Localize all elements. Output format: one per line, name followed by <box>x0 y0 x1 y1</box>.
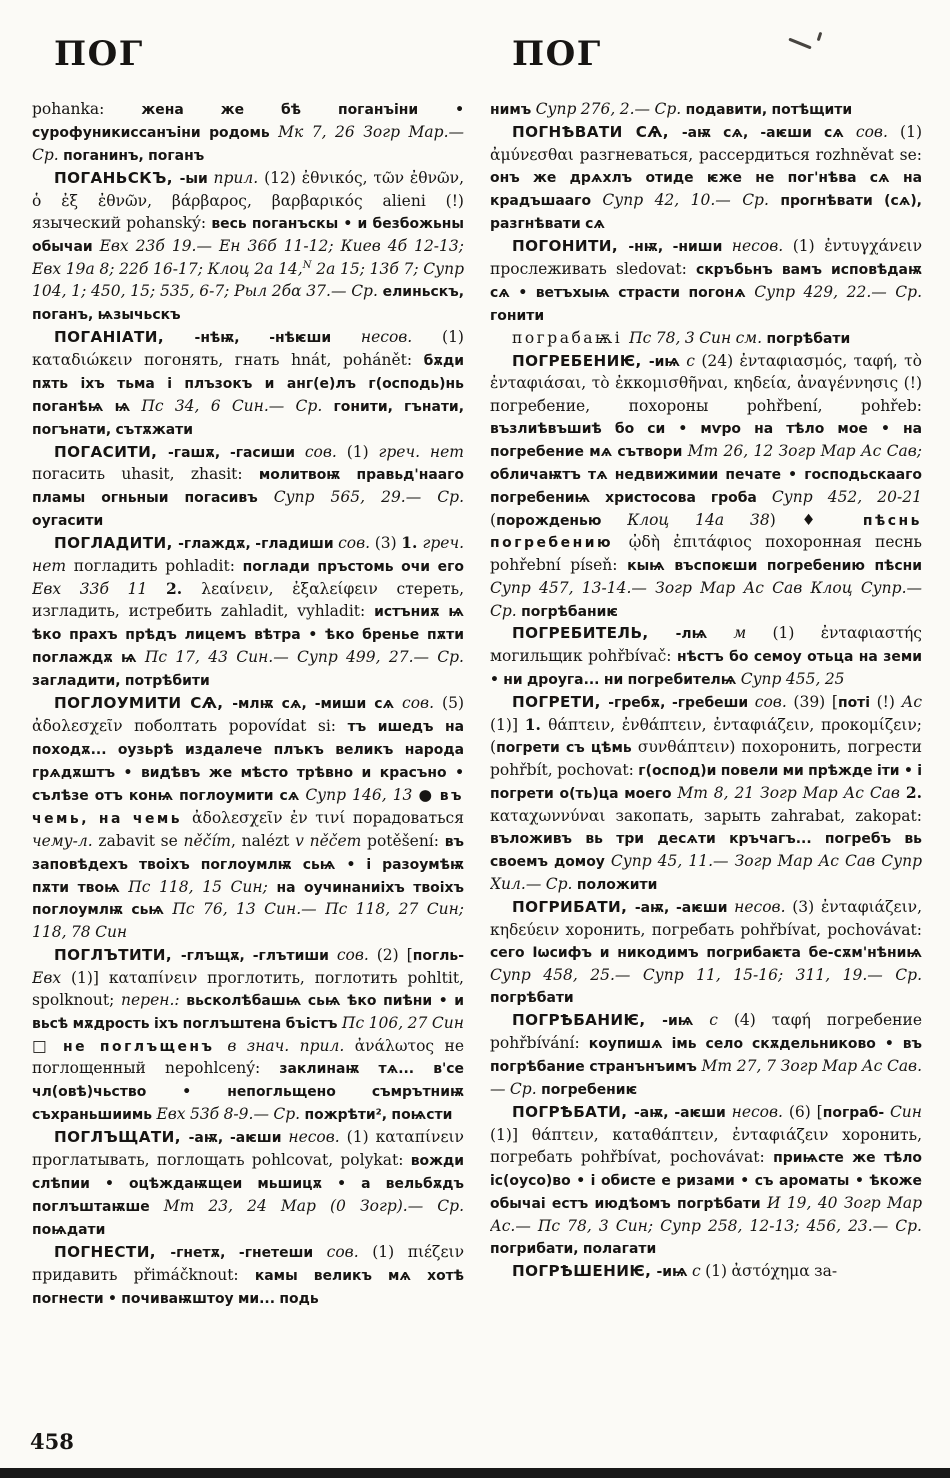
text-run-ocs: пограб- <box>822 1105 890 1121</box>
text-run-ital: Пс 76, 13 Син.— Пс 118, 27 Син; 118, 78 Син <box>32 900 464 942</box>
text-run-sp: не поглъщенъ <box>63 1038 228 1055</box>
text-run-grk: καταπίνειν <box>375 1128 464 1147</box>
text-run-norm: (1) <box>372 1242 408 1261</box>
text-run-ocs: гонити <box>490 307 545 324</box>
dictionary-entry <box>32 692 464 944</box>
text-run-ital: сов. <box>754 693 794 712</box>
text-run-norm: (1) <box>346 442 379 461</box>
text-run-norm: проглатывать, поглощать pohlcovat, polykat: <box>32 1151 411 1170</box>
text-run-norm: ) похоронить, погрести pohřbít, pochovat: <box>490 738 922 780</box>
text-run-ital: в знач. прил. <box>227 1036 355 1055</box>
text-run-ital: Супр 565, 29.— Ср. <box>273 488 464 507</box>
text-run-ital: прил. <box>213 168 265 187</box>
text-run-ital: něčím <box>183 831 232 850</box>
dictionary-entry <box>490 98 922 121</box>
text-run-ital: сов. <box>304 442 347 461</box>
text-run-ital: м <box>733 624 773 643</box>
text-run-grk: θάπτειν, καταθάπτειν, ἐνταφιάζειν <box>531 1125 843 1144</box>
text-run-ocs: прогнѣвати (сѧ), разгнѣвати сѧ <box>490 192 922 232</box>
running-head-left: ПОГ <box>54 34 144 74</box>
text-run-ocs: истъниѫ ѩ ѣко прахъ прѣдъ лицемъ вѣтра • ѣко бренье пѫти поглаждѫ ѩ <box>32 604 464 667</box>
text-run-bnum: 1. <box>524 715 549 735</box>
text-run-ital: сов. <box>855 122 901 141</box>
text-run-head: ПОГЛОУМИТИ СѦ, <box>54 694 233 713</box>
text-run-ocs: положити <box>576 877 658 894</box>
text-run-ocs: -аѭ, -аѥши <box>634 1105 732 1121</box>
dictionary-entry <box>32 326 464 441</box>
text-run-norm: порадоваться <box>352 808 464 827</box>
text-run-ital: сов. <box>338 534 375 553</box>
text-run-norm: (4) <box>733 1011 772 1030</box>
text-run-ocs: -иѩ <box>656 1264 693 1280</box>
text-run-norm: (1) <box>705 1262 732 1280</box>
text-run-ocs: -гнетѫ, -гнетеши <box>170 1244 327 1261</box>
text-run-head: ПОГАНІАТИ, <box>54 327 195 346</box>
text-run-norm: похоронная песнь pohřební píseň: <box>490 533 922 575</box>
dictionary-entry <box>490 1101 922 1260</box>
text-run-ocs: вожди слѣпии • оцѣждаѭщеи мьшицѫ • а вельбѫдъ поглъштаѭше <box>32 1153 464 1216</box>
text-run-norm: (3) <box>792 898 821 917</box>
text-run-norm: погонять, гнать hnát, pohánět: <box>144 350 424 369</box>
text-run-ocs: -аѭ сѧ, -аѥши сѧ <box>681 124 856 141</box>
text-run-ocs: -глъщѫ, -глътиши <box>180 947 337 964</box>
text-run-ital: Супр 458, 25.— Супр 11, 15-16; 311, 19.— Ср. <box>490 966 922 985</box>
text-run-sym: □ <box>32 1036 63 1055</box>
text-run-norm: pohanka: <box>32 100 142 118</box>
column-left-body <box>32 98 464 1310</box>
text-run-grk: ἐνταφιάζειν, κηδεύειν <box>490 898 922 940</box>
text-run-ocs: весь поганъскы • и безбожьны обычаи <box>32 215 464 255</box>
dictionary-entry <box>490 691 922 896</box>
text-run-ital: Мт 26, 12 Зогр Мар Ас Сав; <box>687 441 922 460</box>
text-run-norm: прослеживать sledovat: <box>490 259 696 278</box>
dictionary-entry <box>490 121 922 235</box>
text-run-head: ПОГРѢБАТИ, <box>512 1103 635 1121</box>
text-run-norm: (1)] <box>490 1125 532 1144</box>
text-run-grk: ἀμύνεσθαι <box>490 145 580 164</box>
dictionary-entry <box>32 441 464 533</box>
text-run-ocs: подавити, потѣщити <box>685 102 853 118</box>
text-run-ital: Син <box>889 1103 922 1121</box>
text-run-ital: сов. <box>336 945 377 964</box>
text-run-norm: закопать, зарыть zahrabat, zakopat: <box>615 807 922 826</box>
text-run-norm: ( <box>490 738 497 757</box>
text-run-ocs: г(оспод)и повели ми прѣжде іти • і погрети о(ть)ца моего <box>490 763 922 803</box>
text-run-ocs: пожрѣти², поѩсти <box>304 1107 453 1124</box>
text-run-head: ПОГАСИТИ, <box>54 442 168 461</box>
text-run-norm: (1) <box>442 327 464 346</box>
dictionary-entry <box>490 235 922 327</box>
text-run-ocs: на оучинаниіхъ твоіхъ поглоумлѭ сьѩ <box>32 879 464 919</box>
text-run-ital: сов. <box>402 694 443 713</box>
text-run-ocs: погрѣбати <box>490 990 574 1007</box>
text-run-ital: Супр 452, 20-21 <box>771 487 922 506</box>
text-run-grk: θάπτειν, ἐνθάπτειν, ἐνταφιάζειν, προκομίζειν; <box>548 716 922 735</box>
text-run-ital: с <box>692 1262 706 1280</box>
dictionary-entry <box>490 896 922 1009</box>
text-run-grk: ἐνταφιαστής <box>820 624 922 643</box>
text-run-sym: ♦ <box>801 510 863 529</box>
text-run-norm: (1)] <box>490 716 525 735</box>
text-run-norm: хоронить, погребать pohřbívat, pochovávat: <box>565 921 922 940</box>
text-run-norm: potěšení: <box>367 831 445 850</box>
text-run-sp: въ чемь, на чемь <box>32 787 464 827</box>
text-run-norm: (1) <box>346 1128 376 1147</box>
text-run-ital: греч. нет <box>32 534 464 576</box>
text-run-ital: Мт 27, 7 Зогр Мар Ас Сав.— Ср. <box>490 1057 922 1099</box>
text-run-norm: , nalézt <box>231 831 296 850</box>
text-run-ital: Супр 429, 22.— Ср. <box>754 282 922 301</box>
dictionary-entry <box>32 1126 464 1241</box>
text-run-ital: Евх 53б 8-9.— Ср. <box>156 1105 305 1124</box>
column-right <box>490 30 922 1406</box>
text-run-grk: συνθάπτειν <box>637 738 730 757</box>
text-run-ital: Супр 45, 11.— Зогр Мар Ас Сав Супр Хил.— Ср. <box>490 852 922 894</box>
dictionary-entry <box>490 1009 922 1101</box>
text-run-ocs: сего Іѡсифъ и никодимъ погрибаѥта бе-сѫм'нѣниѩ <box>490 945 922 962</box>
scan-edge-bar <box>0 1468 950 1478</box>
text-run-ocs: погрѣбати <box>766 330 851 347</box>
text-run-head: ПОГНЕСТИ, <box>54 1242 171 1261</box>
text-run-norm: за- <box>814 1262 838 1280</box>
text-run-ocs: поганинъ, поганъ <box>63 147 205 164</box>
text-run-head: ПОГНѢВАТИ СѦ, <box>512 122 682 141</box>
text-run-norm: (1) <box>772 624 821 643</box>
text-run-norm: (1)] <box>70 968 109 987</box>
text-run-ital: Мк 7, 26 Зогр Мар.— Ср. <box>32 122 464 164</box>
text-run-ocs: елиньскъ, поганъ, ѩзычьскъ <box>32 283 464 323</box>
text-run-bnum: 1. <box>401 533 423 553</box>
text-run-ital: Мт 23, 24 Мар (0 Зогр).— Ср. <box>163 1197 464 1216</box>
text-run-norm: (!) погребение, похороны pohřbení, pohřeb: <box>490 374 922 415</box>
text-run-norm: (12) <box>264 168 302 187</box>
text-run-ital: И 19, 40 Зогр Мар Ас.— Пс 78, 3 Син; Супр 258, 12-13; 456, 23.— Ср. <box>490 1193 922 1235</box>
text-run-ital: греч. нет <box>378 442 464 461</box>
dictionary-entry <box>32 98 464 167</box>
dictionary-entry <box>32 167 464 326</box>
text-run-ocs: -глаждѫ, -гладиши <box>178 536 339 553</box>
text-run-norm: погладить pohladit: <box>73 557 243 576</box>
text-run-ital: сов. <box>326 1242 373 1261</box>
text-run-ocs: възлиѣвъшиѣ бо си • мѵро на тѣло мое • на погребение мѧ сътвори <box>490 420 922 460</box>
text-run-ital: несов. <box>731 1103 789 1121</box>
text-run-norm: (24) <box>701 351 740 370</box>
text-run-ocs: скръбьнъ вамъ исповѣдаѭ сѧ • ветъхыѩ страсти погонѧ <box>490 261 922 301</box>
text-run-norm: (!) <box>876 693 902 712</box>
text-run-grk: καταχωννύναι <box>490 807 616 826</box>
text-run-ital: Клоц 14а 38 <box>627 510 770 529</box>
text-run-norm: ) <box>769 510 802 529</box>
text-run-grk: ἀνάλωτος <box>354 1036 445 1055</box>
text-run-ocs: вьсколѣбашѩ сьѩ ѣко пиѣни • и вьсѣ мѫдрость іхъ поглъштена бъістъ <box>32 992 464 1032</box>
text-run-ocs: -ыи <box>179 170 214 187</box>
text-run-ital: несов. <box>734 898 793 917</box>
text-run-norm: разгневаться, рассердиться rozhněvat se: <box>579 145 922 164</box>
text-run-ital: несов. <box>360 327 443 346</box>
text-run-head: ПОГРЕТИ, <box>512 693 609 712</box>
text-run-ocs: -аѭ, -аѥши <box>188 1130 289 1147</box>
text-run-sym: ● <box>418 785 440 804</box>
page-number: 458 <box>30 1429 74 1454</box>
text-run-ital: несов. <box>731 236 793 255</box>
dictionary-entry <box>32 532 464 692</box>
text-run-ital: Мт 8, 21 Зогр Мар Ас Сав <box>677 784 906 803</box>
text-run-norm: (1) <box>900 122 922 141</box>
text-run-ocs: въложивъ вь три десѧти кръчагъ... погребъ вь своемъ домоу <box>490 831 922 871</box>
text-run-ocs: гонити, гънати, погънати, сътѫжати <box>32 398 464 438</box>
text-run-ocs: нѣстъ бо семоу отьца на земи • ни дроуга... ни погребителѩ <box>490 649 922 689</box>
text-run-head: ПОГРИБАТИ, <box>512 898 635 917</box>
dictionary-entry <box>490 622 922 691</box>
text-run-ocs: оугасити <box>32 513 104 530</box>
text-run-grk: ἀδολεσχεῖν <box>32 716 135 735</box>
text-run-ital: Пс 78, 3 Син см. <box>629 328 767 347</box>
text-run-sp: пѣснь погребению <box>490 512 922 552</box>
text-run-ocs: коупишѧ імь село скѫдельниково • въ погрѣбание странънъимъ <box>490 1036 922 1076</box>
text-run-ocs: -нѣѭ, -нѣѥши <box>194 329 361 346</box>
text-run-ocs: поѩдати <box>32 1222 106 1239</box>
text-run-head: ПОГЛЪТИТИ, <box>54 945 181 964</box>
text-run-norm: (1) <box>792 236 825 255</box>
text-run-grk: ἐθνικός, τῶν ἐθνῶν, ὁ ἐξ ἐθνῶν, βάρβαρος, βαρβαρικός <box>32 168 464 210</box>
text-run-sup: N <box>302 259 312 271</box>
text-run-ital: 2а 15; 13б 7; Супр 104, 1; 450, 15; 535, 6-7; Рыл 2бα 37.— Ср. <box>32 259 464 300</box>
text-run-bnum: 2. <box>905 783 922 803</box>
text-run-ital: с <box>686 351 702 370</box>
text-run-ocs: -гашѫ, -гасиши <box>168 444 305 461</box>
text-run-ocs: бѫди пѫть іхъ тьма і плъзокъ и анг(е)лъ г(осподь)нь поганѣѩ ѩ <box>32 352 464 415</box>
text-run-head: ПОГРЕБИТЕЛЬ, <box>512 624 676 643</box>
text-run-ital: Супр 457, 13-14.— Зогр Мар Ас Сав Клоц Супр.— Ср. <box>490 579 922 620</box>
text-run-ital: перен.: <box>121 990 187 1009</box>
text-run-grk: καταπίνειν <box>108 968 208 987</box>
text-run-ocs: загладити, потрѣбити <box>32 673 210 690</box>
text-run-bnum: 2. <box>165 579 202 599</box>
text-run-ocs: -аѭ, -аѥши <box>634 900 735 917</box>
text-run-grk: ᾠδὴ ἐπιτάφιος <box>628 533 766 552</box>
text-run-norm: (39) [ <box>793 693 838 712</box>
text-run-ocs: -иѩ <box>648 353 687 370</box>
text-run-ital: Супр 42, 10.— Ср. <box>602 190 781 209</box>
text-run-ocs: тъ ишедъ на походѫ... оузьрѣ издалече плъкъ великъ народа грѧдѫштъ • видѣвъ же мѣсто трѣвно и красъно • сълѣзе отъ конѩ поглоумити сѧ <box>32 718 464 804</box>
text-run-ital: Пс 17, 43 Син.— Супр 499, 27.— Ср. <box>144 648 464 667</box>
text-run-ital: чему-л. <box>32 831 99 850</box>
dictionary-entry <box>490 1260 922 1283</box>
text-run-ital: Супр 455, 25 <box>740 670 845 689</box>
text-run-norm: (6) [ <box>788 1103 823 1121</box>
text-run-ital: Евх 23б 19.— Ен 36б 11-12; Киев 4б 12-13; Евх 19а 8; 22б 16-17; Клоц 2а 14, <box>32 236 464 278</box>
text-run-ocs: жена же бѣ поганъіни • сурофуникиссанъіни родомь <box>32 102 464 141</box>
text-run-norm: могильщик pohřbívač: <box>490 647 678 666</box>
text-run-head: ПОГРЕБЕНИѤ, <box>512 351 649 370</box>
text-run-head: ПОГЛАДИТИ, <box>54 534 179 553</box>
text-run-norm: не поглощенный nepohlcený: <box>32 1036 464 1078</box>
text-run-ocs: кыѩ въспоѥши погребению пѣсни <box>627 558 922 575</box>
text-run-ocs: обличаѭтъ тѧ недвижимии печате • господьскааго погребениѩ христосова гроба <box>490 466 922 506</box>
text-run-norm: ( <box>490 510 497 529</box>
text-run-ocs: -лѩ <box>675 626 734 643</box>
text-run-ocs: -млѭ сѧ, -миши сѧ <box>232 696 403 713</box>
text-run-spn: пограбаѭі <box>512 328 630 347</box>
text-run-grk: ἀστόχημα <box>731 1262 815 1280</box>
text-run-ocs: погрѣбаниѥ <box>521 603 619 620</box>
text-run-head: ПОГРѢШЕНИѤ, <box>512 1262 657 1280</box>
text-run-grk: ἀδολεσχεῖν ἐν τινί <box>192 808 353 827</box>
text-run-norm: (5) <box>442 694 464 713</box>
text-run-grk: καταδιώκειν <box>32 350 145 369</box>
dictionary-entry <box>32 944 464 1127</box>
text-run-ocs: въ заповѣдехъ твоіхъ поглоумлѭ сьѩ • і разоумѣѭ пѫти твоѩ <box>32 833 464 896</box>
text-run-ocs: погрети съ цѣмь <box>496 740 638 757</box>
text-run-grk: ταφή <box>771 1011 827 1030</box>
text-run-ocs: погрибати, полагати <box>490 1241 657 1258</box>
text-run-ital: Евх <box>32 968 71 987</box>
dictionary-entry <box>32 1241 464 1310</box>
text-run-grk: λεαίνειν, ἐξαλείφειν <box>201 580 397 599</box>
text-run-head: ПОГЛЪЩАТИ, <box>54 1128 189 1147</box>
text-run-ital: v něčem <box>295 831 368 850</box>
text-run-ital: Пс 34, 6 Син.— Ср. <box>141 396 334 415</box>
text-run-ocs: приѩсте же тѣло іс(оусо)во • і обисте е ризами • съ ароматы • ѣкоже обычаі естъ июдѣомъ погрѣбати <box>490 1150 922 1212</box>
text-run-ocs: онъ же дрѧхлъ отиде ѥже не пог'нѣва сѧ на крадъшааго <box>490 170 922 209</box>
text-run-ocs: поглади пръстомь очи его <box>242 559 464 576</box>
text-run-norm: придавить přimáčknout: <box>32 1265 255 1284</box>
running-head-right: ПОГ <box>512 34 602 74</box>
text-run-norm: (2) [ <box>376 945 413 964</box>
text-run-ital: Евх 33б 11 <box>32 580 166 599</box>
text-run-ocs: погребениѥ <box>541 1082 638 1099</box>
dictionary-entry <box>490 350 922 623</box>
text-run-head: ПОГАНЬСКЪ, <box>54 168 180 187</box>
text-run-ocs: -гребѫ, -гребеши <box>608 695 755 712</box>
dictionary-entry <box>490 327 922 350</box>
text-run-norm: (3) <box>374 534 402 553</box>
text-run-norm: хоронить, погребать pohřbívat, pochovávat: <box>490 1125 922 1167</box>
text-run-ital: с <box>709 1011 734 1030</box>
text-run-grk: ἐντυγχάνειν <box>824 236 922 255</box>
text-run-head: ПОГОНИТИ, <box>512 236 629 255</box>
text-run-ital: Супр 146, 13 <box>305 785 419 804</box>
text-run-ital: Пс 118, 15 Син; <box>128 877 277 896</box>
text-run-ital: несов. <box>288 1128 347 1147</box>
text-run-norm: стереть, изгладить, истребить zahladit, vyhladit: <box>32 580 464 621</box>
text-run-ital: Пс 106, 27 Син <box>341 1013 464 1032</box>
text-run-ital: Супр 276, 2.— Ср. <box>535 100 686 118</box>
text-run-grk: ἐνταφιασμός, ταφή, τὸ ἐνταφιάσαι, τὸ ἐκκομισθῆναι, κηδεία, ἀναγέννησις <box>490 351 922 393</box>
text-run-ocs: заклинаѭ тѧ... в'се чл(овѣ)чьство • непогльщено съмрътниѭ съхраньшиимь <box>32 1061 464 1124</box>
text-run-ital: Ас <box>901 693 922 712</box>
text-run-norm: проглотить, поглотить pohltit, spolknout; <box>32 968 464 1009</box>
text-run-ocs: -нѭ, -ниши <box>628 238 732 255</box>
text-run-norm: zabavit se <box>98 831 184 850</box>
text-run-ocs: поті <box>837 695 877 712</box>
text-run-head: ПОГРѢБАНИѤ, <box>512 1011 663 1030</box>
text-run-norm: погасить uhasit, zhasit: <box>32 465 259 484</box>
text-run-ocs: молитвоѭ правьд'нааго пламы огньныи погасивъ <box>32 467 464 507</box>
text-run-ocs: порожденью <box>496 512 628 529</box>
text-run-grk: πιέζειν <box>407 1242 464 1261</box>
text-run-ocs: -иѩ <box>662 1013 710 1030</box>
column-right-body <box>490 98 922 1283</box>
text-run-norm: погребение pohřbívání: <box>490 1011 922 1053</box>
column-left <box>32 30 464 1406</box>
text-run-norm: поболтать popovídat si: <box>134 716 348 735</box>
text-run-ocs: камы великъ мѧ хотѣ погнести • почиваѭштоу ми... подь <box>32 1267 464 1307</box>
text-run-ocs: погль- <box>412 947 464 964</box>
text-run-norm: alieni (!) языческий pohanský: <box>32 191 464 232</box>
text-run-ocs: нимъ <box>490 102 536 118</box>
